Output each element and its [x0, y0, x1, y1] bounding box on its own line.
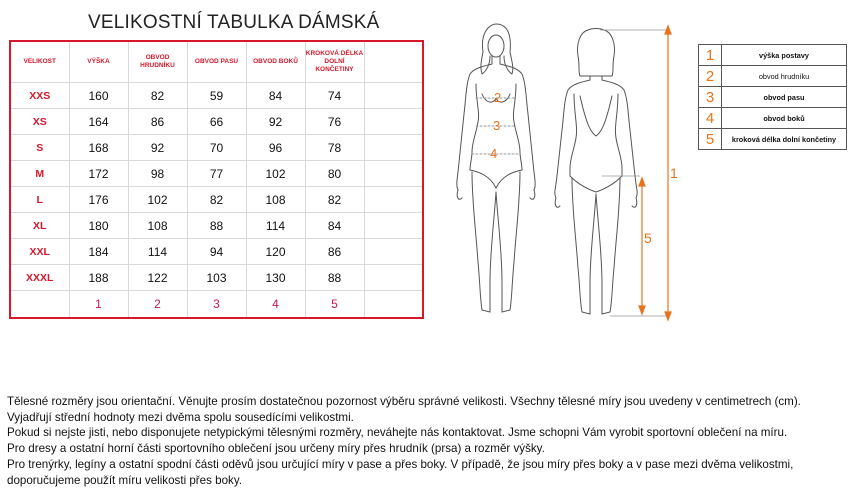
cell-empty	[364, 291, 423, 319]
cell-chest: 92	[128, 135, 187, 161]
chest-marker: 2	[494, 90, 502, 105]
legend-number: 2	[699, 66, 722, 87]
cell-waist: 103	[187, 265, 246, 291]
height-marker: 1	[670, 165, 678, 181]
legend-label: obvod hrudníku	[722, 66, 847, 87]
cell-height: 172	[69, 161, 128, 187]
cell-chest: 114	[128, 239, 187, 265]
cell-empty	[364, 187, 423, 213]
size-notes	[7, 394, 855, 488]
legend-row	[699, 87, 847, 108]
header-hips: OBVOD BOKŮ	[246, 41, 305, 83]
header-empty	[364, 41, 423, 83]
cell-empty	[364, 161, 423, 187]
note-line: Pro dresy a ostatní horní části sportovního oblečení jsou určeny míry přes hrudník (prsa) a rozměr výšky.	[7, 442, 545, 456]
header-waist: OBVOD PASU	[187, 41, 246, 83]
cell-chest: 122	[128, 265, 187, 291]
note-line: Tělesné rozměry jsou orientační. Věnujte prosím dostatečnou pozornost výběru správné velikosti. Všechny tělesné míry jsou uvedeny v centimetrech (cm).	[7, 395, 801, 408]
table-header-row	[10, 41, 423, 83]
index-label: 4	[246, 291, 305, 319]
table-row	[10, 213, 423, 239]
size-label: XS	[10, 109, 69, 135]
legend-label: výška postavy	[722, 45, 847, 66]
cell-waist: 59	[187, 83, 246, 109]
cell-hips: 92	[246, 109, 305, 135]
legend-label: obvod boků	[722, 108, 847, 129]
size-label: L	[10, 187, 69, 213]
legend-row	[699, 129, 847, 150]
inseam-marker: 5	[644, 230, 652, 246]
size-table	[9, 40, 424, 319]
cell-inseam: 88	[305, 265, 364, 291]
cell-chest: 82	[128, 83, 187, 109]
cell-hips: 102	[246, 161, 305, 187]
index-label: 2	[128, 291, 187, 319]
cell-chest: 102	[128, 187, 187, 213]
cell-height: 168	[69, 135, 128, 161]
cell-chest: 98	[128, 161, 187, 187]
back-figure-icon	[555, 29, 637, 315]
cell-height: 184	[69, 239, 128, 265]
legend-row	[699, 66, 847, 87]
cell-hips: 84	[246, 83, 305, 109]
cell-waist: 82	[187, 187, 246, 213]
cell-inseam: 76	[305, 109, 364, 135]
cell-empty	[364, 109, 423, 135]
cell-waist: 66	[187, 109, 246, 135]
table-row	[10, 239, 423, 265]
note-line: Pokud si nejste jisti, nebo disponujete netypickými tělesnými rozměry, neváhejte nás kontaktovat. Jsme schopni Vám vyrobit sportovní oblečení na míru.	[7, 426, 788, 440]
cell-height: 180	[69, 213, 128, 239]
legend-number: 1	[699, 45, 722, 66]
size-label: S	[10, 135, 69, 161]
legend-label: obvod pasu	[722, 87, 847, 108]
cell-height: 176	[69, 187, 128, 213]
measurement-legend	[698, 44, 847, 150]
header-height: VÝŠKA	[69, 41, 128, 83]
table-row	[10, 161, 423, 187]
legend-number: 4	[699, 108, 722, 129]
cell-chest: 86	[128, 109, 187, 135]
header-chest: OBVOD HRUDNÍKU	[128, 41, 187, 83]
cell-waist: 77	[187, 161, 246, 187]
legend-number: 3	[699, 87, 722, 108]
cell-inseam: 78	[305, 135, 364, 161]
size-label: XXXL	[10, 265, 69, 291]
legend-label: kroková délka dolní končetiny	[722, 129, 847, 150]
cell-hips: 120	[246, 239, 305, 265]
cell-height: 160	[69, 83, 128, 109]
legend-row	[699, 45, 847, 66]
index-label: 5	[305, 291, 364, 319]
cell-hips: 130	[246, 265, 305, 291]
cell-waist: 88	[187, 213, 246, 239]
page-title: VELIKOSTNÍ TABULKA DÁMSKÁ	[88, 12, 380, 33]
body-figures-illustration	[440, 22, 700, 322]
index-label: 1	[69, 291, 128, 319]
cell-hips: 96	[246, 135, 305, 161]
cell-empty	[364, 135, 423, 161]
cell-inseam: 80	[305, 161, 364, 187]
size-label: XXS	[10, 83, 69, 109]
size-label: M	[10, 161, 69, 187]
legend-row	[699, 108, 847, 129]
waist-marker: 3	[493, 118, 501, 133]
front-figure-icon	[457, 24, 535, 312]
table-row	[10, 109, 423, 135]
cell-hips: 108	[246, 187, 305, 213]
cell-empty	[364, 213, 423, 239]
cell-inseam: 84	[305, 213, 364, 239]
size-label: XXL	[10, 239, 69, 265]
cell-empty	[364, 83, 423, 109]
table-row	[10, 135, 423, 161]
cell-empty	[10, 291, 69, 319]
note-line: Pro trenýrky, legíny a ostatní spodní části oděvů jsou určující míry v pase a přes boky. V případě, že jsou míry přes boky a v pase mezi dvěma velikostmi,	[7, 457, 794, 471]
cell-chest: 108	[128, 213, 187, 239]
inseam-arrow-icon	[639, 178, 645, 314]
table-index-row	[10, 291, 423, 319]
cell-inseam: 86	[305, 239, 364, 265]
cell-height: 188	[69, 265, 128, 291]
header-size: VELIKOST	[10, 41, 69, 83]
table-row	[10, 265, 423, 291]
table-row	[10, 83, 423, 109]
index-label: 3	[187, 291, 246, 319]
note-line: Vyjadřují střední hodnoty mezi dvěma spolu sousedícími velikostmi.	[7, 410, 354, 424]
size-label: XL	[10, 213, 69, 239]
cell-hips: 114	[246, 213, 305, 239]
cell-empty	[364, 239, 423, 265]
note-line: doporučujeme použít míru velikosti přes boky.	[7, 473, 242, 487]
cell-inseam: 74	[305, 83, 364, 109]
header-inseam: KROKOVÁ DÉLKA DOLNÍ KONČETINY	[305, 41, 364, 83]
cell-waist: 70	[187, 135, 246, 161]
table-row	[10, 187, 423, 213]
cell-empty	[364, 265, 423, 291]
cell-waist: 94	[187, 239, 246, 265]
legend-number: 5	[699, 129, 722, 150]
hips-marker: 4	[490, 146, 498, 161]
cell-inseam: 82	[305, 187, 364, 213]
cell-height: 164	[69, 109, 128, 135]
